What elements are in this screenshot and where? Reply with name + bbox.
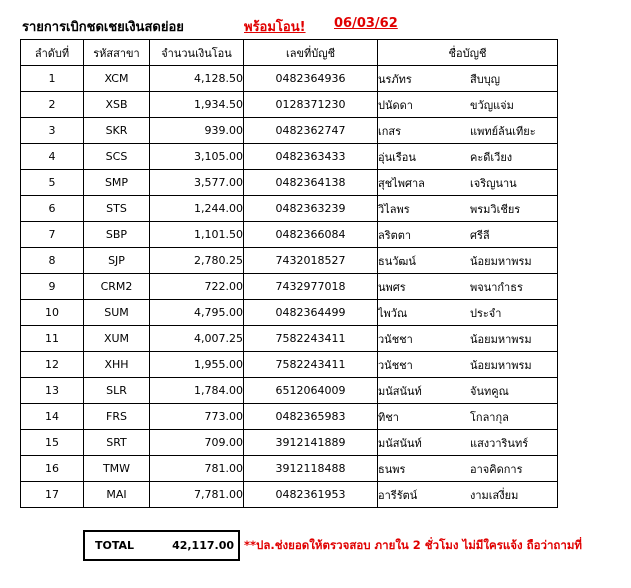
- row-number: 5: [21, 170, 84, 196]
- report-date: 06/03/62: [334, 16, 398, 31]
- account-number: 0482364936: [244, 66, 378, 92]
- account-first-name: วนัชชา: [378, 358, 413, 372]
- account-last-name: แพทย์ล้นเทียะ: [470, 124, 536, 138]
- table-row: [21, 222, 558, 248]
- branch-code: SMP: [84, 170, 150, 196]
- account-number: 7432977018: [244, 274, 378, 300]
- branch-code: XCM: [84, 66, 150, 92]
- transfer-amount: 709.00: [150, 430, 244, 456]
- table-row: [21, 144, 558, 170]
- table-row: [21, 66, 558, 92]
- table-row: [21, 118, 558, 144]
- account-number: 6512064009: [244, 378, 378, 404]
- row-number: 13: [21, 378, 84, 404]
- account-name: [378, 118, 558, 144]
- row-number: 4: [21, 144, 84, 170]
- table-row: [21, 378, 558, 404]
- total-label: TOTAL: [95, 539, 135, 552]
- transfer-amount: 3,105.00: [150, 144, 244, 170]
- total-box: [83, 530, 240, 561]
- transfer-amount: 781.00: [150, 456, 244, 482]
- account-name: [378, 144, 558, 170]
- account-name: [378, 196, 558, 222]
- table-row: [21, 352, 558, 378]
- table-row: [21, 170, 558, 196]
- branch-code: XHH: [84, 352, 150, 378]
- transfer-amount: 7,781.00: [150, 482, 244, 508]
- transfer-amount: 1,784.00: [150, 378, 244, 404]
- account-name: [378, 248, 558, 274]
- transfer-table: [20, 39, 558, 508]
- account-name: [378, 222, 558, 248]
- transfer-amount: 773.00: [150, 404, 244, 430]
- transfer-amount: 3,577.00: [150, 170, 244, 196]
- account-last-name: พจนากำธร: [470, 280, 523, 294]
- branch-code: SCS: [84, 144, 150, 170]
- transfer-amount: 4,007.25: [150, 326, 244, 352]
- row-number: 14: [21, 404, 84, 430]
- account-name: [378, 66, 558, 92]
- transfer-amount: 4,128.50: [150, 66, 244, 92]
- col-header-branch-code: รหัสสาขา: [84, 40, 150, 66]
- table-row: [21, 274, 558, 300]
- account-name: [378, 482, 558, 508]
- account-first-name: ธนวัฒน์: [378, 254, 416, 268]
- row-number: 8: [21, 248, 84, 274]
- account-number: 0482364499: [244, 300, 378, 326]
- account-name: [378, 274, 558, 300]
- table-header-row: [21, 40, 558, 66]
- account-name: [378, 352, 558, 378]
- account-first-name: เกสร: [378, 124, 402, 138]
- account-first-name: อุ่นเรือน: [378, 150, 416, 164]
- account-last-name: คะดีเวียง: [470, 150, 513, 164]
- account-number: 3912118488: [244, 456, 378, 482]
- branch-code: FRS: [84, 404, 150, 430]
- transfer-amount: 2,780.25: [150, 248, 244, 274]
- account-first-name: ทิชา: [378, 410, 399, 424]
- transfer-amount: 4,795.00: [150, 300, 244, 326]
- account-number: 7582243411: [244, 352, 378, 378]
- branch-code: SBP: [84, 222, 150, 248]
- table-row: [21, 404, 558, 430]
- footer-note: **ปล.ช่งยอดให้ตรวจสอบ ภายใน 2 ชั่วโมง ไม่มีใครแจ้ง ถือว่าถามที่: [244, 538, 583, 552]
- col-header-account-number: เลขที่บัญชี: [244, 40, 378, 66]
- table-row: [21, 300, 558, 326]
- account-name: [378, 326, 558, 352]
- row-number: 17: [21, 482, 84, 508]
- table-row: [21, 430, 558, 456]
- row-number: 12: [21, 352, 84, 378]
- account-first-name: ปนัดดา: [378, 98, 413, 112]
- account-number: 0128371230: [244, 92, 378, 118]
- account-number: 0482362747: [244, 118, 378, 144]
- account-first-name: อารีรัตน์: [378, 488, 418, 502]
- account-name: [378, 170, 558, 196]
- table-row: [21, 92, 558, 118]
- branch-code: XUM: [84, 326, 150, 352]
- account-first-name: วนัชชา: [378, 332, 413, 346]
- branch-code: XSB: [84, 92, 150, 118]
- account-name: [378, 300, 558, 326]
- total-value: 42,117.00: [172, 539, 234, 552]
- account-last-name: เจริญนาน: [470, 176, 517, 190]
- account-first-name: สุชไพศาล: [378, 176, 425, 190]
- branch-code: SRT: [84, 430, 150, 456]
- account-first-name: มนัสนันท์: [378, 436, 422, 450]
- row-number: 2: [21, 92, 84, 118]
- account-name: [378, 404, 558, 430]
- table-row: [21, 326, 558, 352]
- col-header-no: ลำดับที่: [21, 40, 84, 66]
- branch-code: TMW: [84, 456, 150, 482]
- branch-code: SKR: [84, 118, 150, 144]
- row-number: 10: [21, 300, 84, 326]
- report-title: รายการเบิกชดเชยเงินสดย่อย: [22, 20, 184, 35]
- branch-code: SUM: [84, 300, 150, 326]
- report-header: [22, 14, 622, 36]
- account-last-name: น้อยมหาพรม: [470, 332, 532, 346]
- table-row: [21, 248, 558, 274]
- account-first-name: ลริตตา: [378, 228, 412, 242]
- branch-code: STS: [84, 196, 150, 222]
- branch-code: CRM2: [84, 274, 150, 300]
- account-last-name: ขวัญแจ่ม: [470, 98, 514, 112]
- account-number: 0482366084: [244, 222, 378, 248]
- account-last-name: งามเสงี่ยม: [470, 488, 519, 502]
- row-number: 7: [21, 222, 84, 248]
- transfer-amount: 1,934.50: [150, 92, 244, 118]
- account-number: 3912141889: [244, 430, 378, 456]
- account-name: [378, 92, 558, 118]
- status-label: พร้อมโอน!: [244, 20, 306, 35]
- account-number: 0482363239: [244, 196, 378, 222]
- account-number: 7582243411: [244, 326, 378, 352]
- transfer-amount: 1,955.00: [150, 352, 244, 378]
- col-header-account-name: ชื่อบัญชี: [378, 40, 558, 66]
- account-name: [378, 456, 558, 482]
- account-number: 0482364138: [244, 170, 378, 196]
- table-row: [21, 196, 558, 222]
- account-last-name: โกลากุล: [470, 410, 509, 424]
- branch-code: SJP: [84, 248, 150, 274]
- account-last-name: ศรีลี: [470, 228, 490, 242]
- account-last-name: น้อยมหาพรม: [470, 358, 532, 372]
- col-header-amount: จำนวนเงินโอน: [150, 40, 244, 66]
- account-last-name: อาจคิดการ: [470, 462, 523, 476]
- table-body: [21, 66, 558, 508]
- row-number: 1: [21, 66, 84, 92]
- account-name: [378, 430, 558, 456]
- row-number: 6: [21, 196, 84, 222]
- account-number: 0482363433: [244, 144, 378, 170]
- account-first-name: วิไลพร: [378, 202, 410, 216]
- account-number: 7432018527: [244, 248, 378, 274]
- row-number: 15: [21, 430, 84, 456]
- account-first-name: มนัสนันท์: [378, 384, 422, 398]
- account-last-name: น้อยมหาพรม: [470, 254, 532, 268]
- account-last-name: จันทคูณ: [470, 384, 509, 398]
- branch-code: SLR: [84, 378, 150, 404]
- account-last-name: ประจำ: [470, 306, 502, 320]
- branch-code: MAI: [84, 482, 150, 508]
- account-name: [378, 378, 558, 404]
- transfer-amount: 1,244.00: [150, 196, 244, 222]
- account-first-name: ไพวัณ: [378, 306, 408, 320]
- account-last-name: สืบบุญ: [470, 72, 501, 86]
- account-number: 0482361953: [244, 482, 378, 508]
- table-row: [21, 482, 558, 508]
- row-number: 9: [21, 274, 84, 300]
- account-first-name: ธนพร: [378, 462, 406, 476]
- account-first-name: นรภัทร: [378, 72, 412, 86]
- row-number: 16: [21, 456, 84, 482]
- account-last-name: แสงวารินทร์: [470, 436, 529, 450]
- row-number: 11: [21, 326, 84, 352]
- transfer-amount: 1,101.50: [150, 222, 244, 248]
- transfer-amount: 939.00: [150, 118, 244, 144]
- table-row: [21, 456, 558, 482]
- account-last-name: พรมวิเชียร: [470, 202, 521, 216]
- account-first-name: นพศร: [378, 280, 406, 294]
- account-number: 0482365983: [244, 404, 378, 430]
- row-number: 3: [21, 118, 84, 144]
- transfer-amount: 722.00: [150, 274, 244, 300]
